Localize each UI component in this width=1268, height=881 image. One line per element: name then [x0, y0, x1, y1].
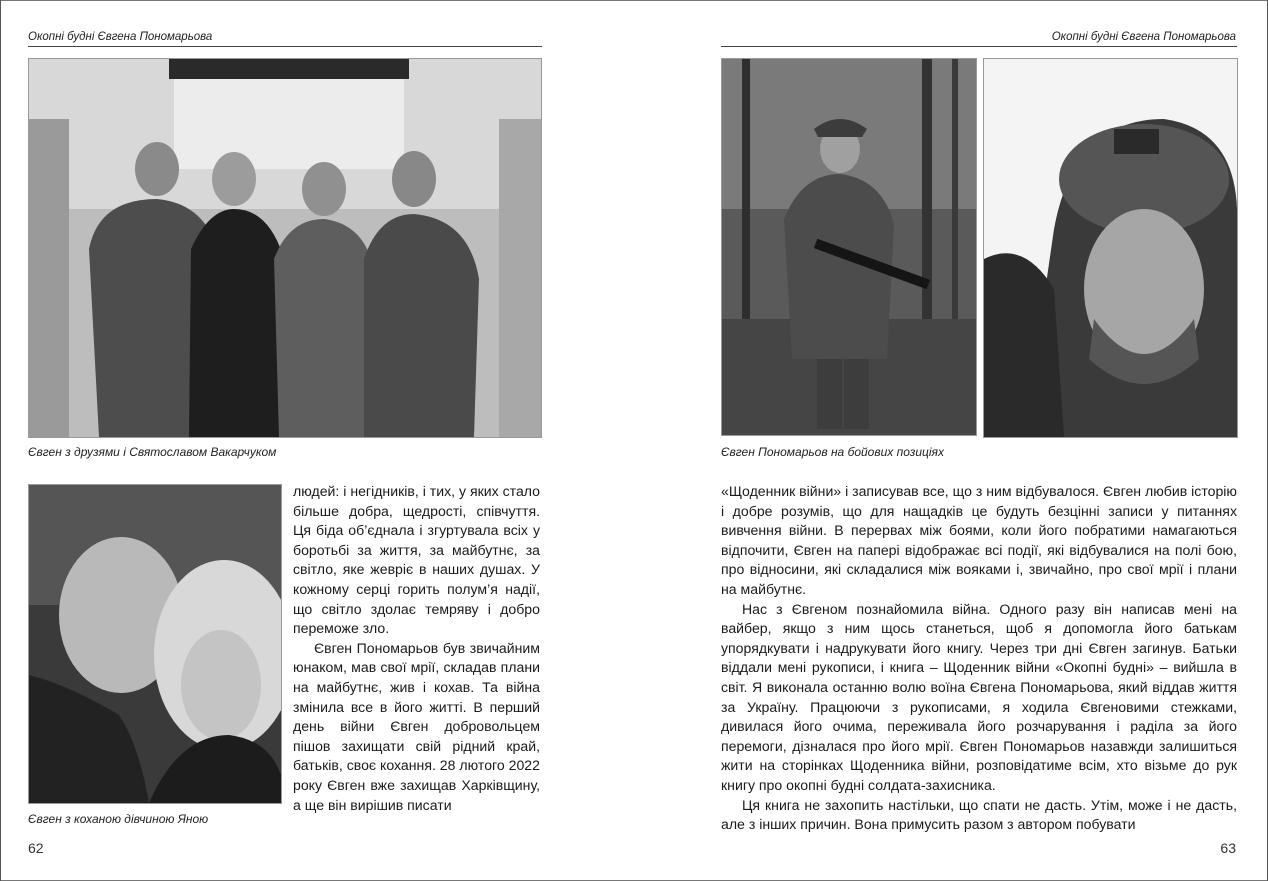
photo-soldier-helmet [983, 58, 1238, 438]
right-body-text [721, 482, 1237, 835]
right-paragraph-1: «Щоденник війни» і записував все, що з ним відбувалося. Євген любив історію і добре розумів, що для нащадків це будуть безцінні записи у питаннях вивчення війни. В перервах між боями, коли його побратими намагаються відпочити, Євген на папері відображає всі події, які відбувалися на полі бою, про відносини, які складалися між вояками і, звичайно, про свої мрії і плани на майбутнє. [721, 483, 1237, 597]
photo-forest-image [722, 59, 976, 435]
left-body-text [293, 482, 540, 815]
right-paragraph-2: Нас з Євгеном познайомила війна. Одного разу він написав мені на вайбер, якщо з ним щось станеться, щоб я допомогла його батькам упорядкувати і надрукувати його книгу. Через три дні Євген загинув. Батьки віддали мені рукописи, і книга – Щоденник війни «Окопні будні» – вийшла в світ. Я виконала останню волю воїна Євгена Пономарьова, який віддав життя за Україну. Працюючи з рукописами, я ходила Євгеновими стежками, дивилася його очима, переживала його розчарування і раділа за його перемоги, дізналася про його мрії. Євген Пономарьов назавжди залишиться жити на сторінках Щоденника війни, розповідатиме всім, хто візьме до рук книгу про окопні будні солдата-захисника. [721, 600, 1237, 793]
right-page [634, 0, 1268, 881]
photo-helmet-image [984, 59, 1237, 437]
photo-group-with-vakarchuk [28, 58, 542, 438]
photo-caption-group: Євген з друзями і Святославом Вакарчуком [28, 445, 277, 459]
photo-couple-image [29, 485, 281, 803]
right-paragraph-3: Ця книга не захопить настільки, що спати не дасть. Утім, може і не дасть, але з інших причин. Вона примусить разом з автором побувати [721, 796, 1237, 833]
photo-soldier-forest [721, 58, 977, 436]
photo-caption-combat: Євген Пономарьов на бойових позиціях [721, 445, 944, 459]
header-rule-left [28, 46, 542, 47]
left-paragraph-2: Євген Пономарьов був звичайним юнаком, мав свої мрії, складав плани на майбутнє, жив і кохав. Та війна змінила все в його житті. В перший день війни Євген добровольцем пішов захищати свій рідний край, батьків, своє кохання. 28 лютого 2022 року Євген вже захищав Харківщину, а ще він вирішив писати [293, 639, 540, 813]
running-head-right: Окопні будні Євгена Пономарьова [1051, 31, 1236, 43]
photo-couple [28, 484, 282, 804]
photo-caption-couple: Євген з коханою дівчиною Яною [28, 812, 209, 826]
page-number-right: 63 [1220, 840, 1236, 856]
left-paragraph-1: людей: і негідників, і тих, у яких стало більше добра, щедрості, співчуття. Ця біда об’єднала і згуртувала всіх у боротьбі за життя, за майбутнє, за світло, яке жевріє в наших душах. У кожному серці горить полум’я надії, що світло здолає темряву і добро переможе зло. [293, 483, 540, 637]
running-head-left: Окопні будні Євгена Пономарьова [28, 31, 213, 43]
header-rule-right [721, 46, 1237, 47]
page-number-left: 62 [28, 840, 44, 856]
photo-group-image [29, 59, 541, 437]
